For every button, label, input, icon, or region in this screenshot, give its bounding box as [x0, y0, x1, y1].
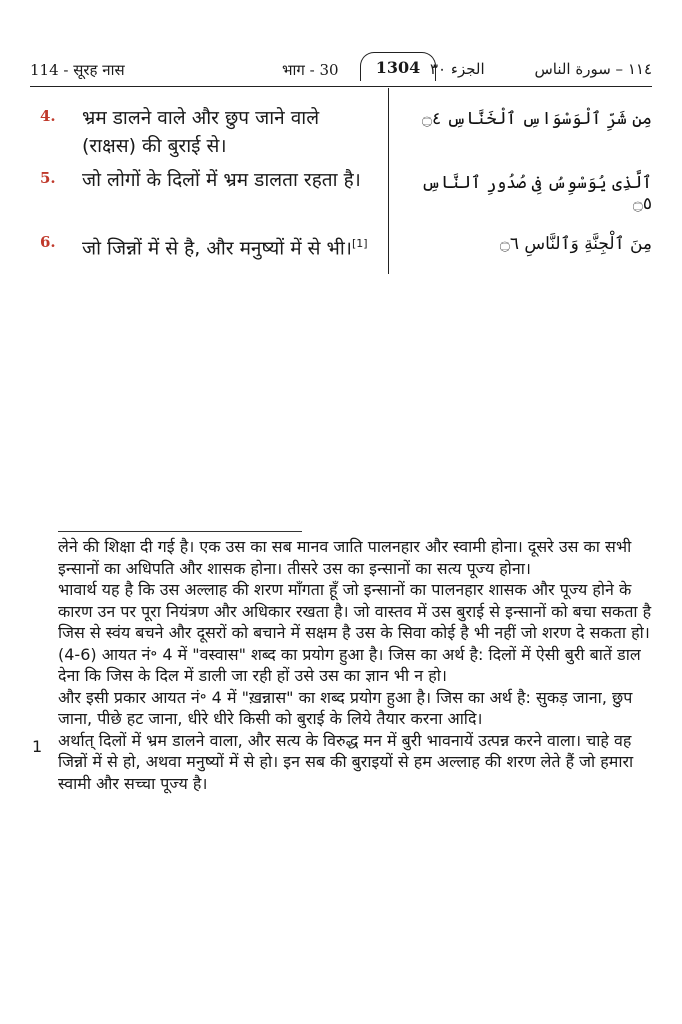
verse-translation [82, 230, 378, 262]
footnote-1-para-1: (4-6) आयत नं॰ 4 में "वस्वास" शब्द का प्रयोग हुआ है। जिस का अर्थ है: दिलों में ऐसी बुरी बातें डाल देना कि जिस के दिल में डाली जा रही हों उसे उस का ज्ञान भी न हो। [58, 644, 641, 685]
footnote-1-para-3: अर्थात् दिलों में भ्रम डालने वाला, और सत्य के विरुद्ध मन में बुरी भावनायें उत्पन्न करने वाला। चाहे वह जिन्नों में से हो, अथवा मनुष्यों में से हो। इन सब की बुराइयों से हम अल्लाह की शरण लेते हैं जो हमारा स्वामी और सच्चा पूज्य है। [58, 730, 634, 793]
footnote-number: 1 [32, 737, 43, 756]
footnote-rule [58, 531, 302, 532]
verse-translation: भ्रम डालने वाले और छुप जाने वाले (राक्षस) की बुराई से। [82, 107, 320, 157]
footnote-1-para-2: और इसी प्रकार आयत नं॰ 4 में "ख़न्नास" का शब्द प्रयोग हुआ है। जिस का अर्थ है: सुकड़ जाना, छुप जाना, पीछे हट जाना, धीरे धीरे किसी को बुराई के लिये तैयार करना आदि। [58, 687, 633, 728]
note-continued-2: भावार्थ यह है कि उस अल्लाह की शरण माँगता हूँ जो इन्सानों का पालनहार शासक और पूज्य होने के कारण उन पर पूरा नियंत्रण और अधिकार रखता है। जो वास्तव में उस बुराई से इन्सानों को बचा सकता है जिस से स्वंय बचने और दूसरों को बचाने में सक्षम है उस के सिवा कोई है भी नहीं जो शरण दे सकता हो। [58, 580, 652, 642]
footnote-reference: [1] [351, 237, 368, 250]
column-divider [388, 88, 389, 274]
surah-title-arabic: ١١٤ – سورة الناس [534, 60, 652, 78]
page-number: 1304 [360, 52, 436, 81]
part-label: भाग - 30 [282, 61, 339, 79]
juz-label-arabic: الجزء ٣٠ [430, 60, 485, 78]
surah-title-hindi: 114 - सूरह नास [30, 61, 125, 79]
verse-5-arabic: ٱلَّذِى يُوَسْوِسُ فِى صُدُورِ ٱلنَّاسِ ۝٥ [421, 173, 652, 214]
verse-4-arabic: مِن شَرِّ ٱلْوَسْوَاسِ ٱلْخَنَّاسِ ۝٤ [422, 109, 652, 129]
verse-translation-text: जो जिन्नों में से है, और मनुष्यों में से भी। [82, 237, 352, 260]
verse-number: 6. [40, 233, 56, 251]
verse-6-arabic: مِنَ ٱلْجِنَّةِ وَٱلنَّاسِ ۝٦ [499, 234, 652, 254]
verse-number: 5. [40, 169, 56, 187]
footnotes [58, 536, 652, 794]
verse-number: 4. [40, 107, 56, 125]
verse-translation: जो लोगों के दिलों में भ्रम डालता रहता है। [82, 169, 361, 191]
note-continued-1: लेने की शिक्षा दी गई है। एक उस का सब मानव जाति पालनहार और स्वामी होना। दूसरे उस का सभी इन्सानों का अधिपति और शासक होना। तीसरे उस का इन्सानों का सत्य पूज्य होना। [58, 537, 632, 578]
header-rule [30, 86, 652, 87]
